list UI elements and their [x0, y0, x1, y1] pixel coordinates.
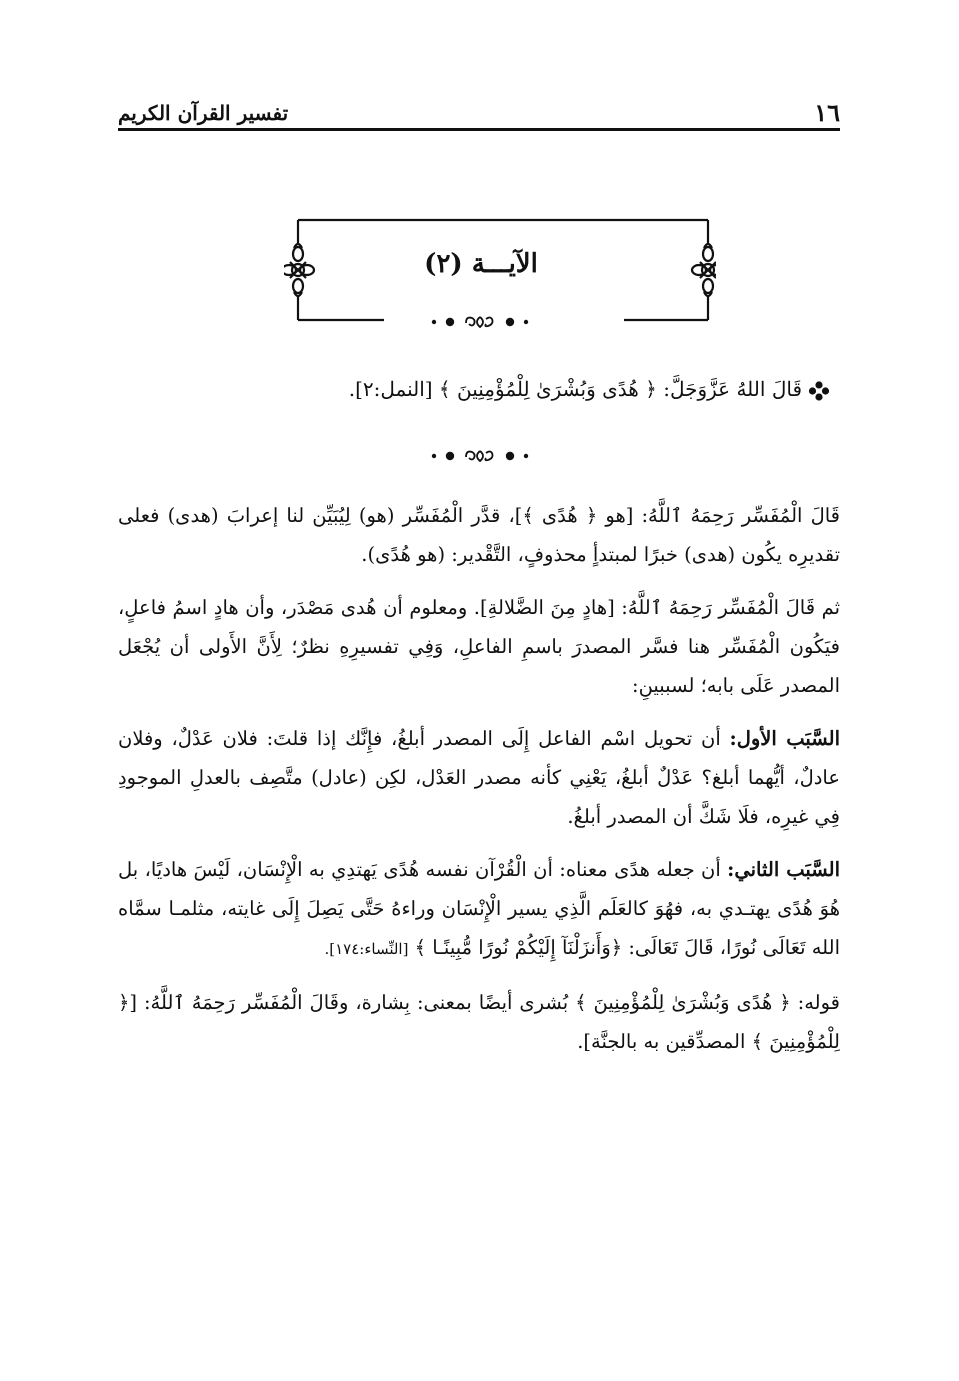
- verse-text: قَالَ اللهُ عَزَّوَجَلَّ: ﴿ هُدًى وَبُشْرَىٰ لِلْمُؤْمِنِينَ ﴾ [النمل:٢].: [348, 377, 802, 401]
- paragraph-2: ثم قَالَ الْمُفَسِّر رَحِمَهُ ٱللَّهُ: [هادٍ مِنَ الضَّلالةِ]. ومعلوم أن هُدى مَصْدَر، وأن هادٍ اسمُ فاعلٍ، فيَكُون الْمُفَسِّر هنا فسَّر المصدرَ باسمِ الفاعلِ، وَفِي تفسيرِهِ نظرٌ؛ لِأَنَّ الأَولى أن يُجْعَل المصدر عَلَى بابه؛ لسببينِ:: [118, 596, 840, 697]
- dots-divider-icon: [420, 314, 540, 330]
- flower-bullet-icon: [808, 381, 830, 401]
- running-header: [118, 98, 840, 128]
- reason-two-label: السَّبَب الثاني:: [727, 858, 840, 881]
- reason-one-text: أن تحويل اسْم الفاعل إِلَى المصدر أبلغُ، فإِنَّك إذا قلتَ: فلان عَدْلٌ، وفلان عادلٌ، أيُّهما أبلغ؟ عَدْلٌ أبلغُ، يَعْنِي كأنه مصدر العَدْل، لكِن (عادل) متَّصِف بالعدلِ الموجودِ فِي غيرِه، فلَا شَكَّ أن المصدر أبلغُ.: [118, 727, 840, 828]
- verse-line: [330, 372, 830, 406]
- paragraph-1: قَالَ الْمُفَسِّر رَحِمَهُ ٱللَّهُ: [هو ﴿ هُدًى ﴾]، قدَّر الْمُفَسِّر (هو) لِيُبَيِّن لنا إعرابَ (هدى) فعلى تقديرِه يكُون (هدى) خبرًا لمبتدأٍ محذوفٍ، التَّقْدير: (هو هُدًى).: [118, 504, 840, 566]
- paragraph-5: قوله: ﴿ هُدًى وَبُشْرَىٰ لِلْمُؤْمِنِينَ ﴾ بُشرى أيضًا بمعنى: بِشارة، وقَالَ الْمُفَسِّر رَحِمَهُ ٱللَّهُ: [﴿ لِلْمُؤْمِنِينَ ﴾ المصدِّقين به بالجنَّة].: [118, 991, 840, 1053]
- book-title: تفسير القرآن الكريم: [118, 101, 289, 125]
- body-text: [118, 496, 840, 1075]
- ayah-heading: الآيـــة (٢): [424, 249, 538, 279]
- paragraph-3: [118, 719, 840, 836]
- header-rule: [118, 128, 840, 131]
- reason-one-label: السَّبَب الأول:: [729, 727, 840, 750]
- page-number: ١٦: [814, 98, 840, 127]
- reason-two-text: أن جعله هدًى معناه: أن الْقُرْآن نفسه هُدًى يَهتدِي به الْإِنْسَان، لَيْسَ هاديًا، بل هُوَ هُدًى يهتـدي به، فهُوَ كالعَلَم الَّذِي يسير الْإِنْسَان وراءهُ حَتَّى يَصِلَ إِلَى غايته، مثلمـا سمَّاه الله تَعَالَى نُورًا، قَالَ تَعَالَى: ﴿وَأَنزَلْنَآ إِلَيْكُمْ نُورًا مُّبِينًـا ﴾: [118, 858, 840, 959]
- dots-divider-icon: [420, 448, 540, 464]
- paragraph-4: [118, 850, 840, 969]
- citation: [النِّساء:١٧٤].: [324, 940, 409, 958]
